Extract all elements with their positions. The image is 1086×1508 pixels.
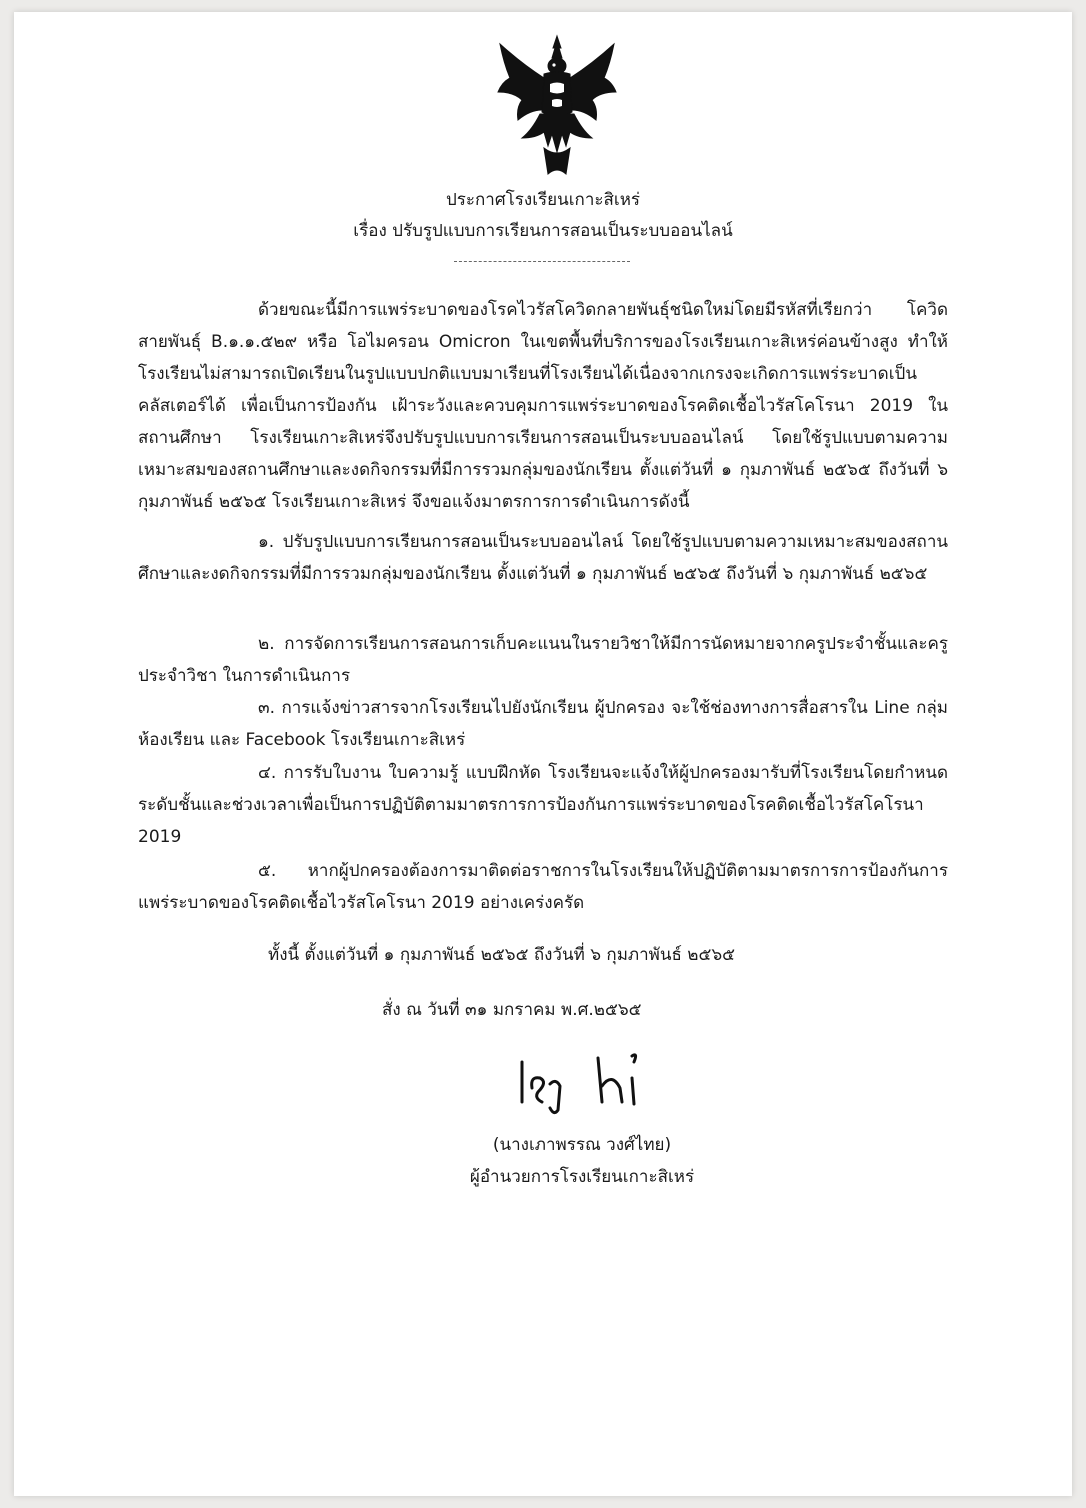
garuda-emblem-icon: [492, 34, 622, 179]
measure-item-4: ๔. การรับใบงาน ใบความรู้ แบบฝึกหัด โรงเรียนจะแจ้งให้ผู้ปกครองมารับที่โรงเรียนโดยกำหนดระดับชั้นและช่วงเวลาเพื่อเป็นการปฏิบัติตามมาตรการการป้องกันการแพร่ระบาดของโรคติดเชื้อไวรัสโคโรนา 2019: [138, 763, 948, 847]
issue-date: สั่ง ณ วันที่ ๓๑ มกราคม พ.ศ.๒๕๖๕: [382, 1000, 642, 1020]
signer-position: ผู้อำนวยการโรงเรียนเกาะสิเหร่: [469, 1167, 695, 1187]
measure-item-1: ๑. ปรับรูปแบบการเรียนการสอนเป็นระบบออนไลน์ โดยใช้รูปแบบตามความเหมาะสมของสถานศึกษาและงดกิจกรรมที่มีการรวมกลุ่มของนักเรียน ตั้งแต่วันที่ ๑ กุมภาพันธ์ ๒๕๖๕ ถึงวันที่ ๖ กุมภาพันธ์ ๒๕๖๕: [138, 532, 948, 584]
announcement-subject: เรื่อง ปรับรูปแบบการเรียนการสอนเป็นระบบออนไลน์: [353, 221, 733, 241]
announcement-title: ประกาศโรงเรียนเกาะสิเหร่: [445, 190, 641, 210]
signer-name: (นางเภาพรรณ วงศ์ไทย): [492, 1135, 672, 1155]
measure-item-3: ๓. การแจ้งข่าวสารจากโรงเรียนไปยังนักเรียน ผู้ปกครอง จะใช้ช่องทางการสื่อสารใน Line กลุ่มห้องเรียน และ Facebook โรงเรียนเกาะสิเหร่: [138, 698, 948, 750]
intro-paragraph: ด้วยขณะนี้มีการแพร่ระบาดของโรคไวรัสโควิดกลายพันธุ์ชนิดใหม่โดยมีรหัสที่เรียกว่า โควิด สายพันธุ์ B.๑.๑.๕๒๙ หรือ โอไมครอน Omicron ในเขตพื้นที่บริการของโรงเรียนเกาะสิเหร่ค่อนข้างสูง ทำให้โรงเรียนไม่สามารถเปิดเรียนในรูปแบบปกติแบบมาเรียนที่โรงเรียนได้เนื่องจากเกรงจะเกิดการแพร่ระบาดเป็นคลัสเตอร์ได้ เพื่อเป็นการป้องกัน เฝ้าระวังและควบคุมการแพร่ระบาดของโรคติดเชื้อไวรัสโคโรนา 2019 ในสถานศึกษา โรงเรียนเกาะสิเหร่จึงปรับรูปแบบการเรียนการสอนเป็นระบบออนไลน์ โดยใช้รูปแบบตามความเหมาะสมของสถานศึกษาและงดกิจกรรมที่มีการรวมกลุ่มของนักเรียน ตั้งแต่วันที่ ๑ กุมภาพันธ์ ๒๕๖๕ ถึงวันที่ ๖ กุมภาพันธ์ ๒๕๖๕ โรงเรียนเกาะสิเหร่ จึงขอแจ้งมาตรการการดำเนินการดังนี้: [138, 300, 948, 512]
document-page: [14, 12, 1072, 1496]
handwritten-signature-icon: [516, 1048, 666, 1118]
measure-item-5: ๕. หากผู้ปกครองต้องการมาติดต่อราชการในโรงเรียนให้ปฏิบัติตามมาตรการการป้องกันการแพร่ระบาดของโรคติดเชื้อไวรัสโคโรนา 2019 อย่างเคร่งครัด: [138, 861, 948, 913]
title-divider: [454, 261, 630, 262]
measure-item-2: ๒. การจัดการเรียนการสอนการเก็บคะแนนในรายวิชาให้มีการนัดหมายจากครูประจำชั้นและครูประจำวิชา ในการดำเนินการ: [138, 634, 948, 686]
effective-period: ทั้งนี้ ตั้งแต่วันที่ ๑ กุมภาพันธ์ ๒๕๖๕ ถึงวันที่ ๖ กุมภาพันธ์ ๒๕๖๕: [268, 945, 735, 965]
